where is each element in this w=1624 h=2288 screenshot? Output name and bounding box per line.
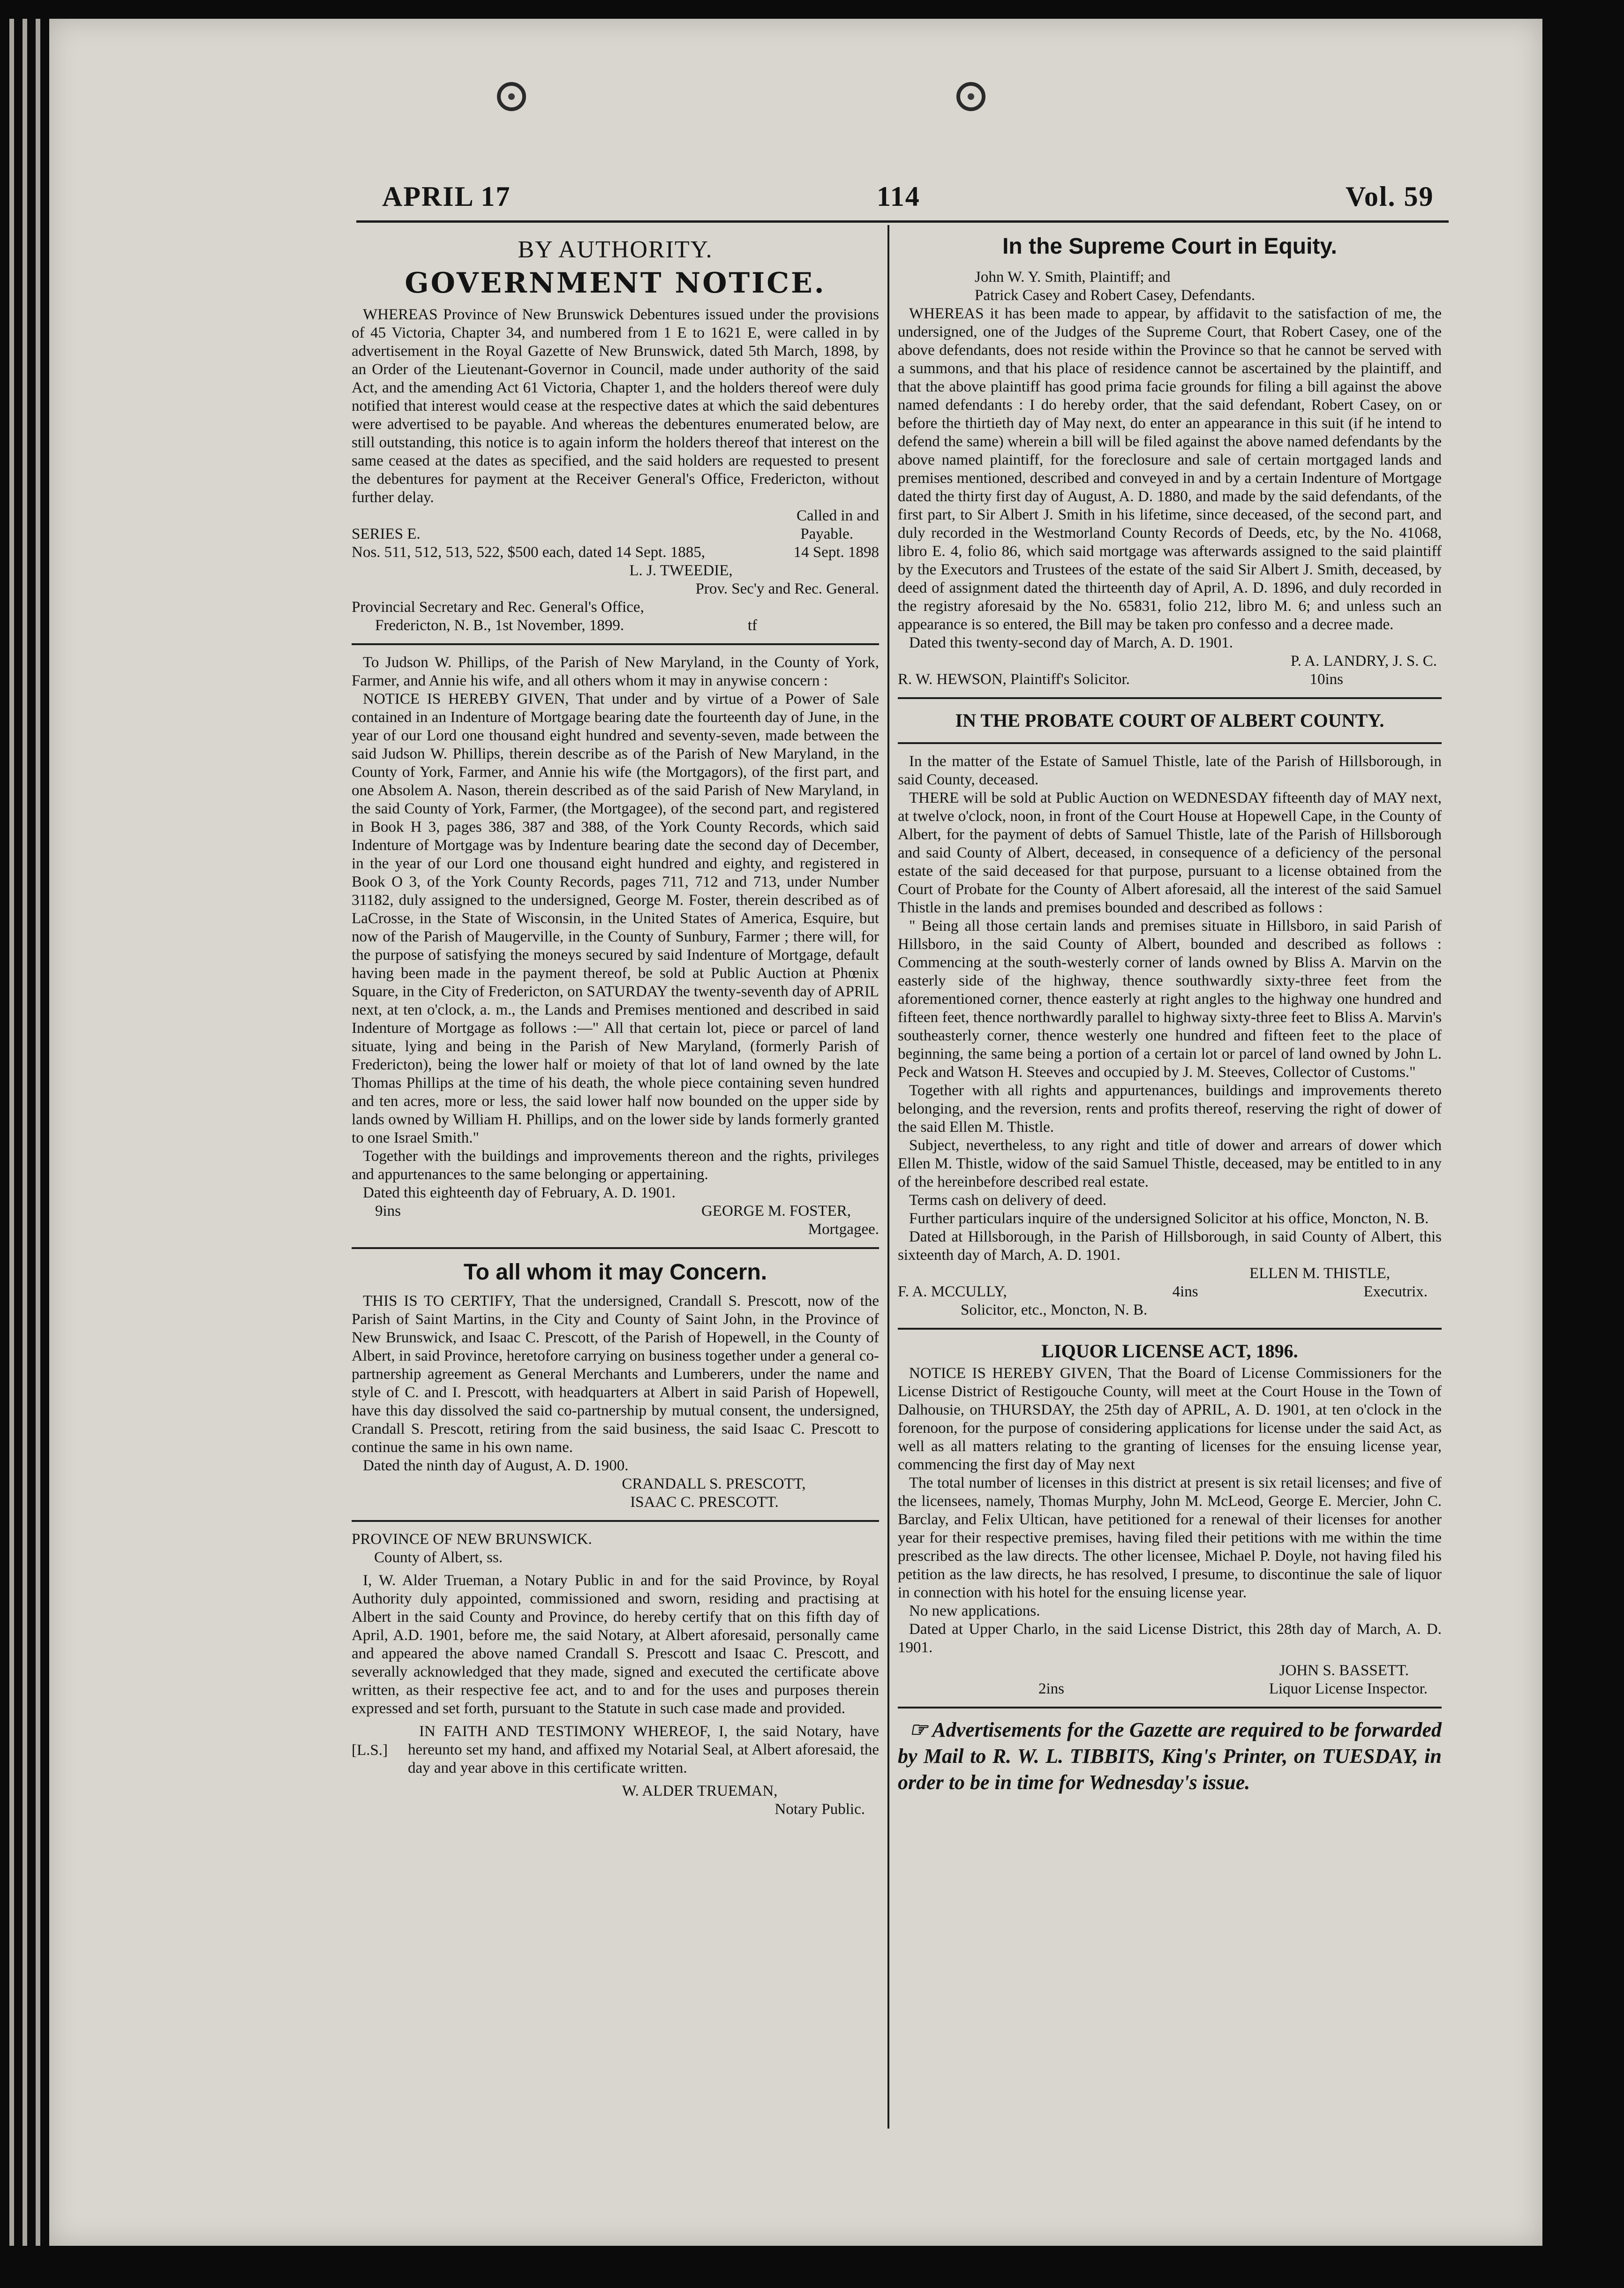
page-edge xyxy=(23,19,27,2246)
column-divider xyxy=(887,225,889,2129)
office-date: Fredericton, N. B., 1st November, 1899. xyxy=(375,617,624,634)
concern-heading: To all whom it may Concern. xyxy=(463,1260,767,1285)
section-rule xyxy=(898,1328,1442,1330)
section-rule xyxy=(898,1707,1442,1708)
liquor-dated: Dated at Upper Charlo, in the said License District, this 28th day of March, A. D. 1901. xyxy=(898,1621,1442,1656)
header-page-number: 114 xyxy=(877,181,920,212)
payable-label: Payable. xyxy=(800,526,853,542)
probate-matter: In the matter of the Estate of Samuel Thistle, late of the Parish of Hillsborough, in said County, deceased. xyxy=(898,753,1442,788)
binding-hole xyxy=(497,82,526,111)
equity-defendants: Patrick Casey and Robert Casey, Defendants. xyxy=(975,287,1256,304)
signer-tweedie-title: Prov. Sec'y and Rec. General. xyxy=(695,580,879,597)
header-rule xyxy=(356,220,1449,223)
signer-isaac: ISAAC C. PRESCOTT. xyxy=(630,1494,779,1511)
county-label: County of Albert, ss. xyxy=(374,1549,503,1566)
office-line: Provincial Secretary and Rec. General's Office, xyxy=(352,599,644,616)
signer-landry: P. A. LANDRY, J. S. C. xyxy=(1290,653,1437,670)
signer-tweedie: L. J. TWEEDIE, xyxy=(629,562,733,579)
liquor-no-new: No new applications. xyxy=(909,1603,1040,1619)
concern-dated: Dated the ninth day of August, A. D. 1900. xyxy=(363,1457,629,1474)
signer-bassett-title: Liquor License Inspector. xyxy=(1269,1680,1428,1697)
mortgage-address: To Judson W. Phillips, of the Parish of New Maryland, in the County of York, Farmer, and Annie his wife, and all others whom it may in anywise concern : xyxy=(352,654,879,689)
probate-heading: IN THE PROBATE COURT OF ALBERT COUNTY. xyxy=(955,710,1384,731)
series-label: SERIES E. xyxy=(352,526,421,542)
government-notice-heading: GOVERNMENT NOTICE. xyxy=(405,267,826,300)
probate-dated: Dated at Hillsborough, in the Parish of Hillsborough, in said County of Albert, this sixteenth day of March, A. D. 1901. xyxy=(898,1228,1442,1264)
equity-dated: Dated this twenty-second day of March, A. D. 1901. xyxy=(909,634,1233,651)
called-in-label: Called in and xyxy=(797,507,879,524)
probate-together: Together with all rights and appurtenances, buildings and improvements thereto belonging, and the reversion, rents and profits thereof, reserving the right of dower of the said Ellen M. Thistle. xyxy=(898,1082,1442,1136)
signer-ellen: ELLEN M. THISTLE, xyxy=(1249,1265,1390,1282)
header-volume: Vol. 59 xyxy=(1346,181,1434,212)
mortgage-insertions: 9ins xyxy=(375,1203,401,1219)
mortgage-together: Together with the buildings and improvements thereon and the rights, privileges and appurtenances to the same belonging or appertaining. xyxy=(352,1148,879,1183)
section-rule xyxy=(898,697,1442,699)
right-column xyxy=(898,225,1442,1796)
probate-insertions: 4ins xyxy=(1172,1283,1198,1300)
probate-further: Further particulars inquire of the undersigned Solicitor at his office, Moncton, N. B. xyxy=(909,1210,1429,1227)
binding-hole xyxy=(956,82,985,111)
liquor-body: NOTICE IS HEREBY GIVEN, That the Board of License Commissioners for the License District of Restigouche County, will meet at the Court House in the Town of Dalhousie, on THURSDAY, the 25th day of APRIL, A. D. 1901, at ten o'clock in the forenoon, for the purpose of considering applications for license under the said Act, as well as all matters relating to the granting of licenses for the ensuing license year, commencing the first day of May next xyxy=(898,1365,1442,1473)
liquor-insertions: 2ins xyxy=(1038,1680,1065,1697)
signer-foster-title: Mortgagee. xyxy=(808,1221,879,1238)
probate-land-description: " Being all those certain lands and premises situate in Hillsboro, in said Parish of Hillsboro, in the said County of Albert, bounded and described as follows : Commencing at the south-westerly corner of lands owned by Bliss A. Marvin on the easterly side of the highway, thence southwardly sixty-three feet from the aforementioned corner, thence easterly at right angles to the highway one hundred and fifteen feet, thence northwardly parallel to highway sixty-three feet to Bliss A. Marvin's southeasterly corner, thence westerly one hundred and fifteen feet to the place of beginning, the same being a portion of a certain lot or parcel of land owned by John L. Peck and Watson H. Steeves and occupied by J. M. Steeves, Collector of Customs." xyxy=(898,918,1442,1081)
left-column xyxy=(352,225,879,1819)
liquor-total: The total number of licenses in this district at present is six retail licenses; and five of the licensees, namely, Thomas Murphy, John M. McLeod, George E. Mercier, John C. Barclay, and Felix Ultican, have petitioned for a renewal of their licenses for another year for their respective premises, having filed their petitions with me within the time prescribed as the law directs. The other licensee, Michael P. Doyle, not having filed his petition as the law directs, he has resolved, I presume, to discontinue the sale of liquor in connection with his hotel for the ensuing license year. xyxy=(898,1475,1442,1601)
advertisement-notice: ☞ Advertisements for the Gazette are required to be forwarded by Mail to R. W. L. TIBBITS, King's Printer, on TUESDAY, in order to be in time for Wednesday's issue. xyxy=(898,1718,1442,1794)
probate-subject: Subject, nevertheless, to any right and title of dower and arrears of dower which Ellen M. Thistle, widow of the said Samuel Thistle, deceased, may be entitled to in any of the hereinbefore described real estate. xyxy=(898,1137,1442,1190)
signer-mccully-title: Solicitor, etc., Moncton, N. B. xyxy=(961,1302,1148,1318)
equity-plaintiff: John W. Y. Smith, Plaintiff; and xyxy=(975,269,1171,286)
signer-trueman-title: Notary Public. xyxy=(774,1801,865,1818)
office-tf: tf xyxy=(747,617,757,634)
debenture-payable-date: 14 Sept. 1898 xyxy=(793,544,879,561)
faith-statement: IN FAITH AND TESTIMONY WHEREOF, I, the said Notary, have hereunto set my hand, and affixed my Notarial Seal, at Albert aforesaid, the day and year above in this certificate written. xyxy=(408,1723,879,1776)
concern-body: THIS IS TO CERTIFY, That the undersigned, Crandall S. Prescott, now of the Parish of Saint Martins, in the City and County of Saint John, in the Province of New Brunswick, and Isaac C. Prescott, of the Parish of Hopewell, in the County of Albert, in said Province, heretofore carrying on business together under a general co-partnership agreement as General Merchants and Lumberers, under the name and style of C. and I. Prescott, with headquarters at Albert in said Parish of Hopewell, have this day dissolved the said co-partnership by mutual consent, the undersigned, Crandall S. Prescott, retiring from the said business, the said Isaac C. Prescott to continue the same in his own name. xyxy=(352,1293,879,1456)
by-authority-heading: BY AUTHORITY. xyxy=(518,236,713,263)
signer-foster: GEORGE M. FOSTER, xyxy=(701,1203,851,1219)
page-edge xyxy=(36,19,40,2246)
signer-trueman: W. ALDER TRUEMAN, xyxy=(622,1783,778,1799)
probate-body: THERE will be sold at Public Auction on WEDNESDAY fifteenth day of MAY next, at twelve o'clock, noon, in front of the Court House at Hopewell Cape, in the County of Albert, for the payment of debts of Samuel Thistle, late of the Parish of Hillsborough and said County of Albert, deceased, in consequence of a deficiency of the personal estate of the said deceased for that purpose, pursuant to a license obtained from the Court of Probate for the County of Albert aforesaid, all the interest of the said Samuel Thistle in the lands and premises bounded and described as follows : xyxy=(898,790,1442,916)
seal-label: [L.S.] xyxy=(352,1742,388,1759)
signer-crandall: CRANDALL S. PRESCOTT, xyxy=(622,1475,806,1492)
liquor-heading: LIQUOR LICENSE ACT, 1896. xyxy=(1041,1340,1298,1362)
equity-insertions: 10ins xyxy=(1309,671,1343,688)
section-rule xyxy=(352,643,879,645)
page-edge xyxy=(9,19,14,2246)
government-notice-body: WHEREAS Province of New Brunswick Debentures issued under the provisions of 45 Victoria, Chapter 34, and numbered from 1 E to 1621 E, were called in by advertisement in the Royal Gazette of New Brunswick, dated 5th March, 1898, by an Order of the Lieutenant-Governor in Council, made under authority of the said Act, and the amending Act 61 Victoria, Chapter 1, and the holders thereof were duly notified that interest would cease at the respective dates at which the said debentures were advertised to be payable. And whereas the debentures enumerated below, are still outstanding, this notice is to again inform the holders thereof that interest on the same ceased at the dates as specified, and the said holders are requested to present the debentures for payment at the Receiver General's Office, Fredericton, without further delay. xyxy=(352,306,879,506)
signer-mccully: F. A. MCCULLY, xyxy=(898,1283,1007,1300)
probate-terms: Terms cash on delivery of deed. xyxy=(909,1192,1107,1209)
executrix-label: Executrix. xyxy=(1363,1283,1428,1300)
province-label: PROVINCE OF NEW BRUNSWICK. xyxy=(352,1531,592,1548)
mortgage-dated: Dated this eighteenth day of February, A. D. 1901. xyxy=(363,1184,676,1201)
signer-bassett: JOHN S. BASSETT. xyxy=(1279,1662,1409,1679)
notary-body: I, W. Alder Trueman, a Notary Public in and for the said Province, by Royal Authority duly appointed, commissioned and sworn, residing and practising at Albert in the said County and Province, do hereby certify that on this fifth day of April, A.D. 1901, before me, the said Notary, at Albert aforesaid, personally came and appeared the above named Crandall S. Prescott and Isaac C. Prescott, and severally acknowledged that they made, signed and executed the certificate above written, as their respective fee act, and to and for the uses and purposes therein expressed and set forth, pursuant to the Statute in such case made and provided. xyxy=(352,1572,879,1717)
section-rule xyxy=(898,742,1442,744)
equity-heading: In the Supreme Court in Equity. xyxy=(1002,234,1337,259)
equity-body: WHEREAS it has been made to appear, by affidavit to the satisfaction of me, the undersigned, one of the Judges of the Supreme Court, that Robert Casey, one of the above defendants, does not reside within the Province so that he cannot be served with a summons, and that his place of residence cannot be ascertained by the plaintiff, and that the above plaintiff has good prima facie grounds for filing a bill against the above named defendants : I do hereby order, that the said defendant, Robert Casey, on or before the thirtieth day of May next, do enter an appearance in this suit (if he intend to defend the same) wherein a bill will be filed against the above named defendants by the above named plaintiff, for the foreclosure and sale of certain mortgaged lands and premises mentioned, described and conveyed in and by a certain Indenture of Mortgage dated the thirty first day of August, A. D. 1880, and made by the said defendants, of the first part, to Sir Albert J. Smith in his lifetime, since deceased, of the second part, and duly recorded in the Westmorland County Records of Deeds, etc, by the No. 41068, libro E. 4, folio 86, which said mortgage was afterwards assigned to the said plaintiff by the Executors and Trustees of the estate of the said Sir Albert J. Smith, deceased, by deed of assignment dated the thirteenth day of April, A. D. 1896, and duly recorded in the registry aforesaid by the No. 65831, folio 212, libro M. 6; and unless such an appearance is so entered, the Bill may be taken pro confesso and a decree made. xyxy=(898,305,1442,633)
header-date: APRIL 17 xyxy=(382,181,511,212)
signer-hewson: R. W. HEWSON, Plaintiff's Solicitor. xyxy=(898,671,1130,688)
section-rule xyxy=(352,1520,879,1522)
mortgage-notice-body: NOTICE IS HEREBY GIVEN, That under and by virtue of a Power of Sale contained in an Indenture of Mortgage bearing date the fourteenth day of June, in the year of our Lord one thousand eight hundred and seventy-seven, made between the said Judson W. Phillips, therein describe as of the Parish of New Maryland, in the County of York, Farmer, and Annie his wife (the Mortgagors), of the first part, and one Absolem A. Nason, therein described as of the said Parish of New Maryland, in the said County of York, Farmer, (the Mortgagee), of the second part, and registered in Book H 3, pages 386, 387 and 388, of the York County Records, which said Indenture of Mortgage was by Indenture bearing date the second day of December, in the year of our Lord one thousand eight hundred and eighty, and registered in Book O 3, of the York County Records, pages 711, 712 and 713, under Number 31182, duly assigned to the undersigned, George M. Foster, therein described as of LaCrosse, in the State of Wisconsin, in the United States of America, Esquire, but now of the Parish of Maugerville, in the County of Sunbury, Farmer ; there will, for the purpose of satisfying the moneys secured by said Indenture of Mortgage, default having been made in the payment thereof, be sold at Public Auction at Phœnix Square, in the City of Fredericton, on SATURDAY the twenty-seventh day of APRIL next, at ten o'clock, a. m., the Lands and Premises mentioned and described in said Indenture of Mortgage as follows :—" All that certain lot, piece or parcel of land situate, lying and being in the Parish of New Maryland, (formerly Parish of Fredericton), being the lower half or moiety of that lot of land owned by the late Thomas Phillips at the time of his death, the whole piece containing seven hundred and ten acres, more or less, the said lower half now bounded on the upper side by lands owned by William H. Phillips, and on the lower side by lands formerly granted to one Israel Smith." xyxy=(352,691,879,1146)
section-rule xyxy=(352,1247,879,1249)
debenture-numbers: Nos. 511, 512, 513, 522, $500 each, dated 14 Sept. 1885, xyxy=(352,544,706,561)
